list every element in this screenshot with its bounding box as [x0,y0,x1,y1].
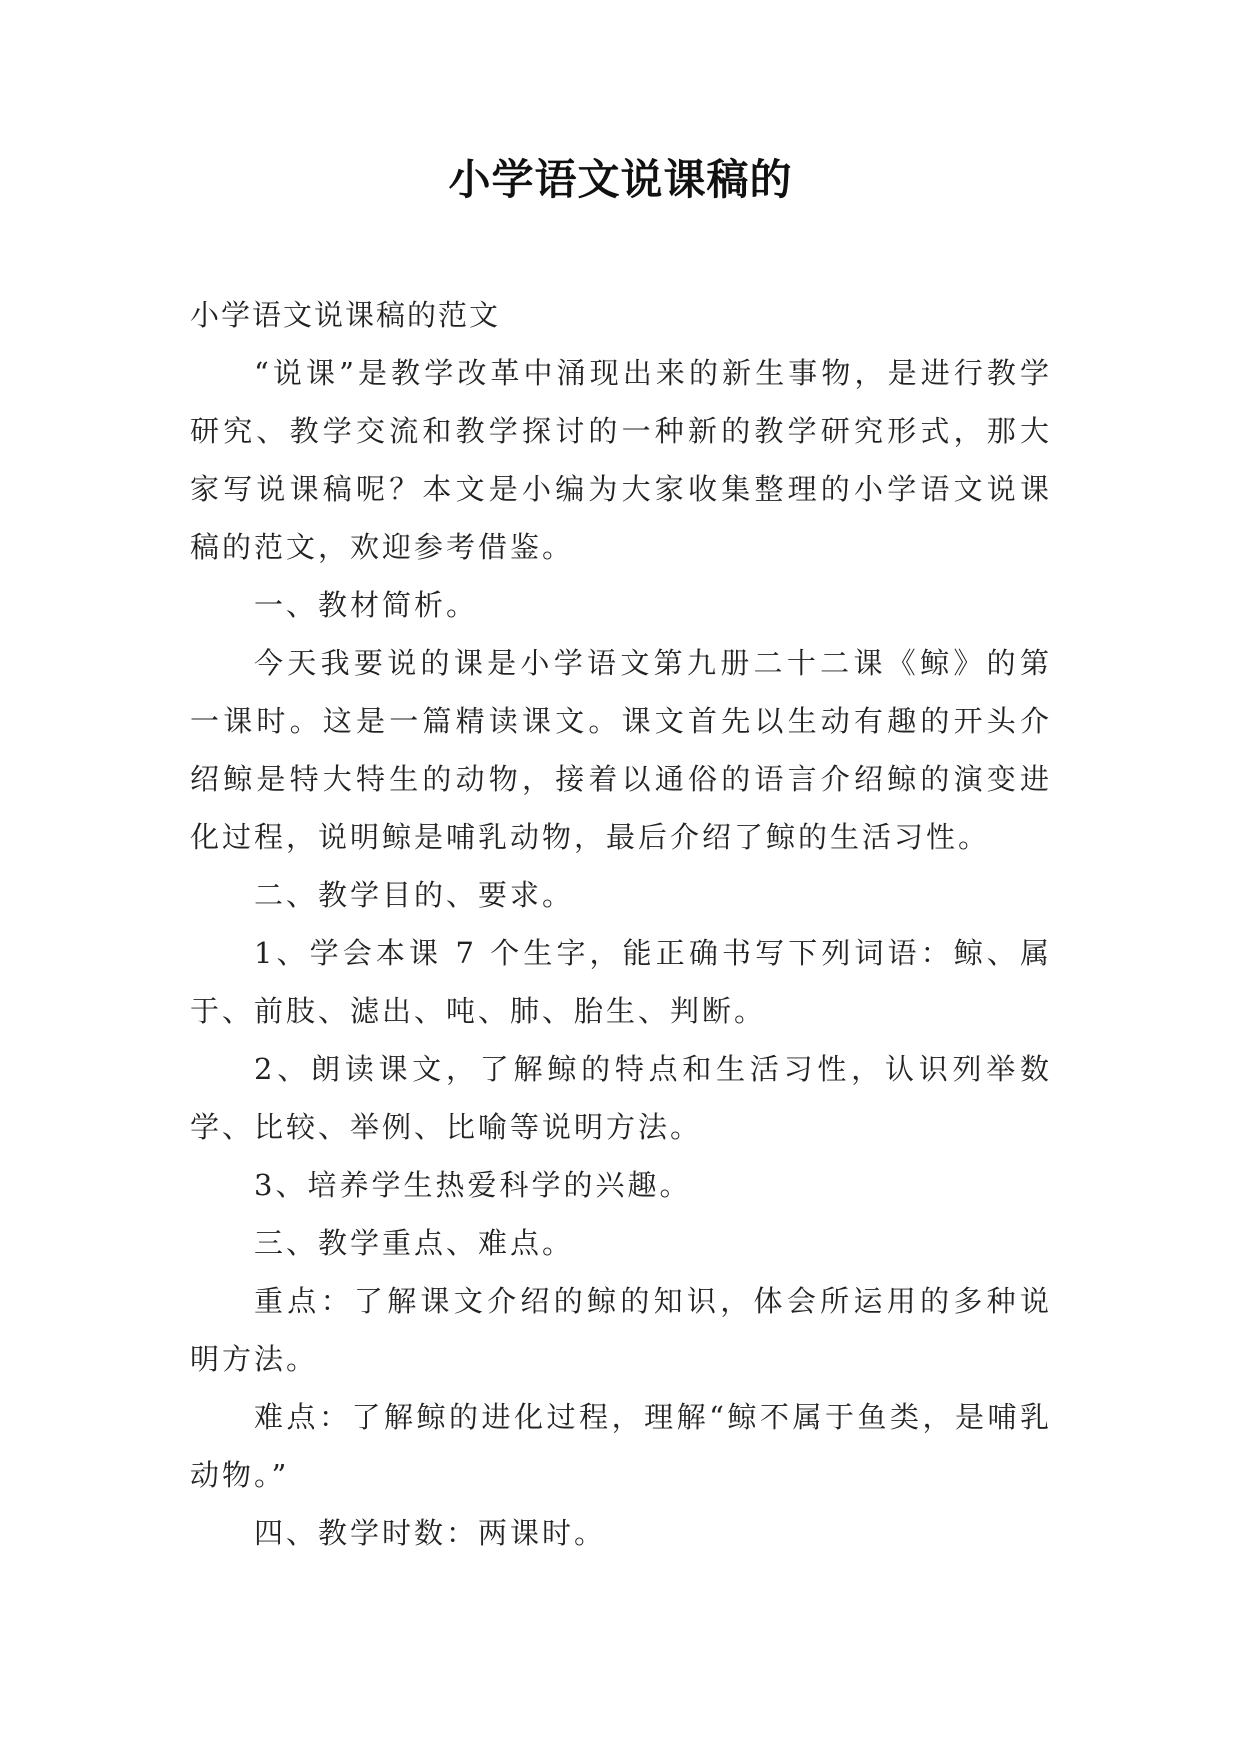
heading-class-hours: 四、教学时数：两课时。 [254,1516,607,1550]
difficult-point: 难点：了解鲸的进化过程，理解“鲸不属于鱼类，是哺乳动物。” [190,1400,1052,1492]
heading-textbook-analysis: 一、教材简析。 [254,588,479,622]
goal-item-1: 1、学会本课 7 个生字，能正确书写下列词语：鲸、属于、前肢、滤出、吨、肺、胎生、判断。 [190,936,1052,1028]
heading-teaching-goals: 二、教学目的、要求。 [254,878,575,912]
paragraph-intro: “说课”是教学改革中涌现出来的新生事物，是进行教学研究、教学交流和教学探讨的一种新的教学研究形式，那大家写说课稿呢？本文是小编为大家收集整理的小学语文说课稿的范文，欢迎参考借鉴。 [190,356,1052,564]
key-point: 重点：了解课文介绍的鲸的知识，体会所运用的多种说明方法。 [190,1284,1052,1376]
paragraph-textbook-analysis: 今天我要说的课是小学语文第九册二十二课《鲸》的第一课时。这是一篇精读课文。课文首先以生动有趣的开头介绍鲸是特大特生的动物，接着以通俗的语言介绍鲸的演变进化过程，说明鲸是哺乳动物，最后介绍了鲸的生活习性。 [190,646,1052,854]
document-body [190,286,1052,1562]
heading-key-points: 三、教学重点、难点。 [254,1226,575,1260]
goal-item-2: 2、朗读课文，了解鲸的特点和生活习性，认识列举数学、比较、举例、比喻等说明方法。 [190,1052,1052,1144]
document-subtitle: 小学语文说课稿的范文 [190,298,501,332]
goal-item-3: 3、培养学生热爱科学的兴趣。 [254,1168,692,1202]
document-title: 小学语文说课稿的 [448,155,793,204]
